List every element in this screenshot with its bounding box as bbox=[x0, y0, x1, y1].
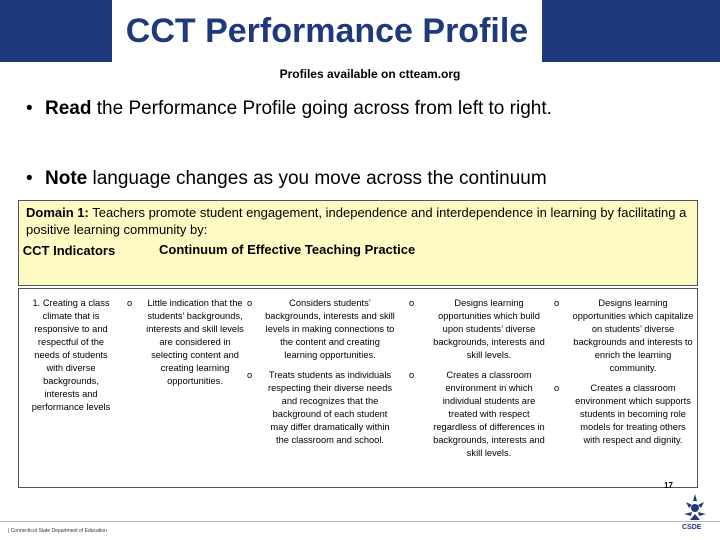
bullet-marker: • bbox=[26, 168, 33, 189]
list-item: o Creates a classroom environment in which individual students are treated with respect regardless of differences in backgrounds, interests and skill levels. bbox=[409, 370, 545, 458]
page-number: 17 bbox=[664, 481, 673, 490]
indicator-cell: 1. Creating a class climate that is responsive to and respectful of the needs of students with diverse backgrounds, interests and performance levels bbox=[31, 298, 111, 412]
list-item: o Treats students as individuals respecting their diverse needs and recognizes that the background of each student may differ dramatically within the classroom and school. bbox=[247, 370, 393, 445]
footer-divider bbox=[0, 521, 720, 522]
circle-bullet-icon: o bbox=[554, 383, 560, 393]
cct-indicators-header: CCT Indicators bbox=[22, 243, 116, 258]
performance-table bbox=[18, 288, 698, 488]
circle-bullet-icon: o bbox=[409, 370, 415, 380]
circle-bullet-icon: o bbox=[554, 298, 560, 308]
domain-header bbox=[18, 200, 698, 286]
list-item: o Designs learning opportunities which capitalize on students’ diverse backgrounds and interests to enrich the learning community. bbox=[554, 298, 694, 373]
level-4-cell bbox=[554, 297, 694, 454]
bullet-marker: • bbox=[26, 98, 33, 119]
csde-logo-icon bbox=[680, 492, 710, 524]
bullet-text: language changes as you move across the continuum bbox=[87, 168, 547, 189]
list-item: o Creates a classroom environment which supports students in becoming role models for treating others with respect and dignity. bbox=[554, 383, 691, 445]
circle-bullet-icon: o bbox=[247, 298, 253, 308]
domain-description bbox=[26, 204, 696, 238]
bullet-note bbox=[26, 166, 666, 192]
level-2-cell bbox=[247, 297, 395, 454]
circle-bullet-icon: o bbox=[127, 298, 133, 308]
page-title: CCT Performance Profile bbox=[125, 12, 529, 50]
level-1-cell bbox=[127, 297, 245, 395]
subtitle: Profiles available on ctteam.org bbox=[279, 67, 461, 81]
list-item: o Considers students’ backgrounds, interests and skill levels in making connections to the content and creating learning opportunities. bbox=[247, 298, 395, 360]
logo-text: CSDE bbox=[682, 524, 702, 531]
bullet-read bbox=[26, 96, 666, 122]
continuum-header: Continuum of Effective Teaching Practice bbox=[159, 242, 416, 257]
circle-bullet-icon: o bbox=[409, 298, 415, 308]
level-3-cell bbox=[409, 297, 551, 467]
circle-bullet-icon: o bbox=[247, 370, 253, 380]
bullet-bold: Note bbox=[45, 168, 88, 189]
domain-text: Teachers promote student engagement, independence and interdependence in learning by facilitating a positive learning community by: bbox=[26, 205, 687, 237]
title-accent-strip bbox=[542, 0, 720, 62]
domain-label: Domain 1: bbox=[26, 205, 89, 220]
footer-text: | Connecticut State Department of Education bbox=[8, 528, 107, 534]
bullet-text: the Performance Profile going across from left to right. bbox=[91, 98, 552, 119]
list-item: o Little indication that the students’ backgrounds, interests and skill levels are considered in selecting content and creating learning opportunities. bbox=[127, 298, 244, 386]
list-item: o Designs learning opportunities which build upon students’ diverse backgrounds, interests and skill levels. bbox=[409, 298, 545, 360]
bullet-bold: Read bbox=[45, 98, 92, 119]
title-bar bbox=[0, 0, 720, 62]
